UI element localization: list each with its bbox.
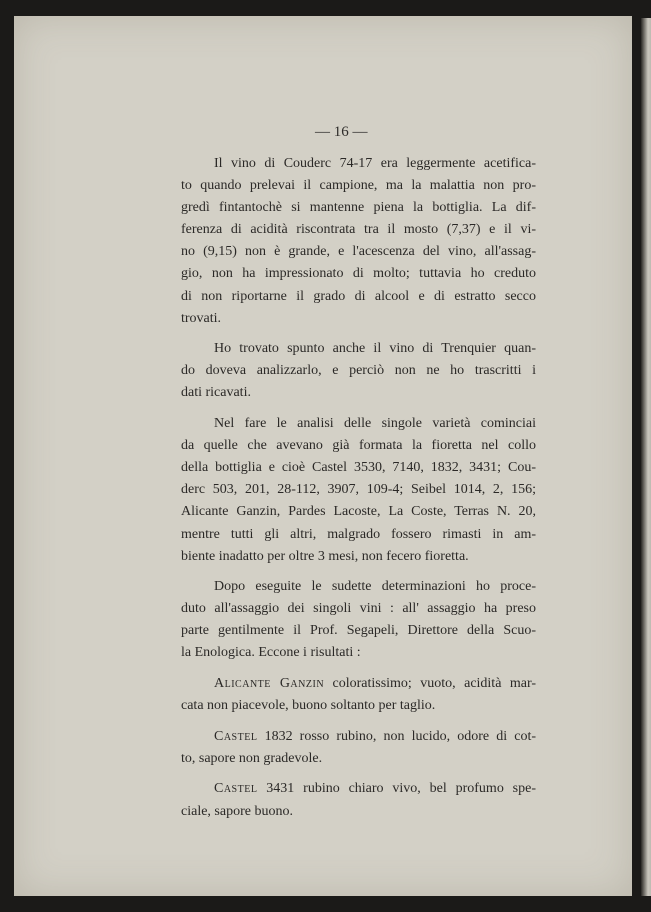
tasting-note-castel-1832 xyxy=(181,726,536,770)
text-line: ciale, sapore buono. xyxy=(181,803,293,819)
text-line: to quando prelevai il campione, ma la malattia non pro- xyxy=(181,178,536,194)
variety-name: Alicante Ganzin xyxy=(214,676,325,692)
text-line: biente inadatto per oltre 3 mesi, non fecero fioretta. xyxy=(181,548,469,564)
body-text xyxy=(181,153,536,831)
note-text: 3431 rubino chiaro vivo, bel profumo spe- xyxy=(257,781,536,797)
text-line: do doveva analizzarlo, e perciò non ne ho trascritti i xyxy=(181,363,536,379)
text-line: no (9,15) non è grande, e l'acescenza del vino, all'assag- xyxy=(181,244,536,260)
text-line xyxy=(181,778,536,800)
text-line: trovati. xyxy=(181,310,222,326)
text-line: dati ricavati. xyxy=(181,385,251,401)
text-line: la Enologica. Eccone i risultati : xyxy=(181,645,361,661)
text-line xyxy=(181,726,536,748)
text-line: gio, non ha impressionato di molto; tuttavia ho creduto xyxy=(181,266,536,282)
note-text: coloratissimo; vuoto, acidità mar- xyxy=(324,676,536,692)
page-number: — 16 — xyxy=(315,124,368,140)
variety-name: Castel xyxy=(214,781,258,797)
text-line: di non riportarne il grado di alcool e di estratto secco xyxy=(181,288,536,304)
tasting-note-alicante-ganzin xyxy=(181,673,536,717)
text-line: Alicante Ganzin, Pardes Lacoste, La Coste, Terras N. 20, xyxy=(181,504,536,520)
text-line: Il vino di Couderc 74-17 era leggermente acetifica- xyxy=(214,156,536,171)
text-line: da quelle che avevano già formata la fioretta nel collo xyxy=(181,438,536,454)
adjacent-page-edge xyxy=(641,18,651,896)
paragraph-trenquier xyxy=(181,338,536,404)
paragraph-assaggio xyxy=(181,576,536,664)
tasting-note-castel-3431 xyxy=(181,778,536,822)
text-line: derc 503, 201, 28-112, 3907, 109-4; Seibel 1014, 2, 156; xyxy=(181,482,536,498)
text-line: mentre tutti gli altri, malgrado fossero rimasti in am- xyxy=(181,526,536,542)
text-line: ferenza di acidità riscontrata tra il mosto (7,37) e il vi- xyxy=(181,222,536,238)
variety-name: Castel xyxy=(214,728,258,744)
text-line: cata non piacevole, buono soltanto per taglio. xyxy=(181,698,436,714)
note-text: 1832 rosso rubino, non lucido, odore di cot- xyxy=(257,728,536,744)
text-line: Dopo eseguite le sudette determinazioni ho proce- xyxy=(214,579,536,595)
text-line: parte gentilmente il Prof. Segapeli, Direttore della Scuo- xyxy=(181,623,536,639)
text-line: gredì fintantochè si mantenne piena la bottiglia. La dif- xyxy=(181,200,536,216)
text-line: della bottiglia e cioè Castel 3530, 7140, 1832, 3431; Cou- xyxy=(181,460,536,476)
text-line: Nel fare le analisi delle singole varietà cominciai xyxy=(214,416,536,432)
text-line xyxy=(181,673,536,695)
text-line: to, sapore non gradevole. xyxy=(181,750,323,766)
text-line: duto all'assaggio dei singoli vini : all' assaggio ha preso xyxy=(181,601,536,617)
paragraph-couderc xyxy=(181,153,536,330)
paragraph-analisi xyxy=(181,413,536,568)
text-line: Ho trovato spunto anche il vino di Trenquier quan- xyxy=(214,341,536,357)
